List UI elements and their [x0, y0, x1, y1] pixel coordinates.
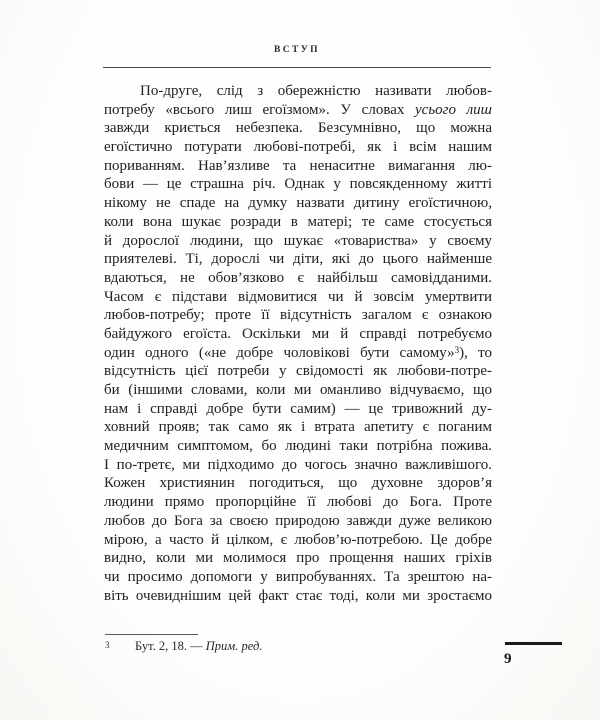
superscript-reference: 3 — [454, 344, 460, 355]
text-segment: По-друге, слід з обережністю називати любов- — [140, 83, 492, 99]
text-segment: приятелеві. Ті, дорослі чи діти, які до цього найменше — [104, 251, 492, 268]
text-line — [104, 288, 492, 307]
text-segment: Часом є підстави відмовитися чи й зовсім умертвити — [104, 288, 492, 305]
text-segment: Кожен християнин погодиться, що духовне здоров’я — [104, 475, 492, 492]
text-line — [104, 381, 492, 400]
text-segment: коли вона шукає розради в матері; те саме стосується — [104, 213, 492, 230]
text-segment: людини прямо пропорційне її любові до Бога. Проте — [104, 494, 492, 511]
text-line — [104, 344, 492, 363]
text-line — [104, 418, 492, 437]
text-line — [104, 325, 492, 344]
text-line — [104, 138, 492, 157]
text-line — [104, 531, 492, 550]
text-segment: нікому не спаде на думку назвати дитину егоїстичною, — [104, 195, 492, 212]
text-segment: ховний прояв; так само як і втрата апетиту є поганим — [104, 419, 492, 436]
text-segment: байдужого егоїста. Оскільки ми й справді потребуємо — [104, 325, 492, 342]
running-header: ВСТУП — [274, 45, 320, 55]
page-number: 9 — [504, 651, 512, 667]
text-segment: й дорослої людини, що шукає «товариства» у своєму — [104, 232, 492, 249]
text-line — [104, 101, 492, 120]
text-line — [104, 587, 492, 606]
text-segment: чи просимо допомоги у випробуваннях. Та зрештою на- — [104, 568, 492, 585]
text-segment: бови — це страшна річ. Однак у повсякденному житті — [104, 176, 492, 193]
text-line — [104, 175, 492, 194]
text-line — [104, 549, 492, 568]
text-line — [104, 119, 492, 138]
text-segment: І по-третє, ми підходимо до чогось значно важливішого. — [104, 456, 492, 473]
text-segment: егоїстично потурати любові-потребі, як і всім нашим — [104, 139, 492, 156]
text-segment: би (іншими словами, коли ми оманливо відчуваємо, що — [104, 382, 492, 398]
header-rule — [103, 67, 491, 68]
footnote-separator — [105, 634, 198, 635]
text-segment: медичним симптомом, бо людині таки потрібна пожива. — [104, 438, 492, 455]
text-segment: один одного («не добре чоловікові бути самому» — [104, 344, 455, 361]
text-line — [104, 157, 492, 176]
text-segment: нам і справді добре бути самим) — це тривожний ду- — [104, 400, 492, 417]
text-segment: Бут. 2, 18. — — [135, 639, 206, 653]
text-line — [104, 456, 492, 475]
text-line — [104, 306, 492, 325]
text-line — [104, 213, 492, 232]
text-line — [104, 400, 492, 419]
text-segment: ), то — [459, 344, 492, 361]
text-segment: відсутність цієї потреби у свідомості як любови-потре- — [104, 363, 492, 380]
text-line — [104, 493, 492, 512]
text-line — [104, 512, 492, 531]
text-segment: любов до Бога за своєю природою завжди дуже великою — [104, 512, 492, 529]
text-line — [104, 437, 492, 456]
text-line — [104, 269, 492, 288]
footnote-text — [135, 639, 262, 653]
footnote: $^3$ Бут. 2, 18. — Прим. ред. — [105, 639, 263, 653]
body-paragraph — [104, 82, 492, 605]
text-line — [104, 250, 492, 269]
text-line — [104, 362, 492, 381]
text-segment: потребу «всього лиш егоїзмом». У словах — [104, 101, 415, 118]
text-segment: завжди криється небезпека. Безсумнівно, що можна — [104, 120, 492, 137]
text-segment: любов-потребу; проте її відсутність загалом є ознакою — [104, 307, 492, 324]
text-segment: мірою, а часто й цілком, є любов’ю-потребою. Це добре — [104, 531, 492, 548]
text-line — [104, 474, 492, 493]
text-segment: вдаються, не обов’язково є найбільш самовідданими. — [104, 269, 492, 286]
page-number-rule — [505, 642, 562, 645]
text-segment: віть очевиднішим цей факт стає тоді, коли ми зростаємо — [104, 587, 492, 604]
text-line — [104, 232, 492, 251]
italic-text: Прим. ред. — [205, 639, 263, 653]
text-line — [104, 82, 492, 101]
text-segment: видно, коли ми молимося про прощення наших гріхів — [104, 550, 492, 567]
text-segment: пориванням. Нав’язливе та ненаситне вимагання лю- — [104, 157, 492, 174]
text-line — [104, 568, 492, 587]
text-line — [104, 194, 492, 213]
italic-text: усього лиш — [415, 101, 492, 118]
